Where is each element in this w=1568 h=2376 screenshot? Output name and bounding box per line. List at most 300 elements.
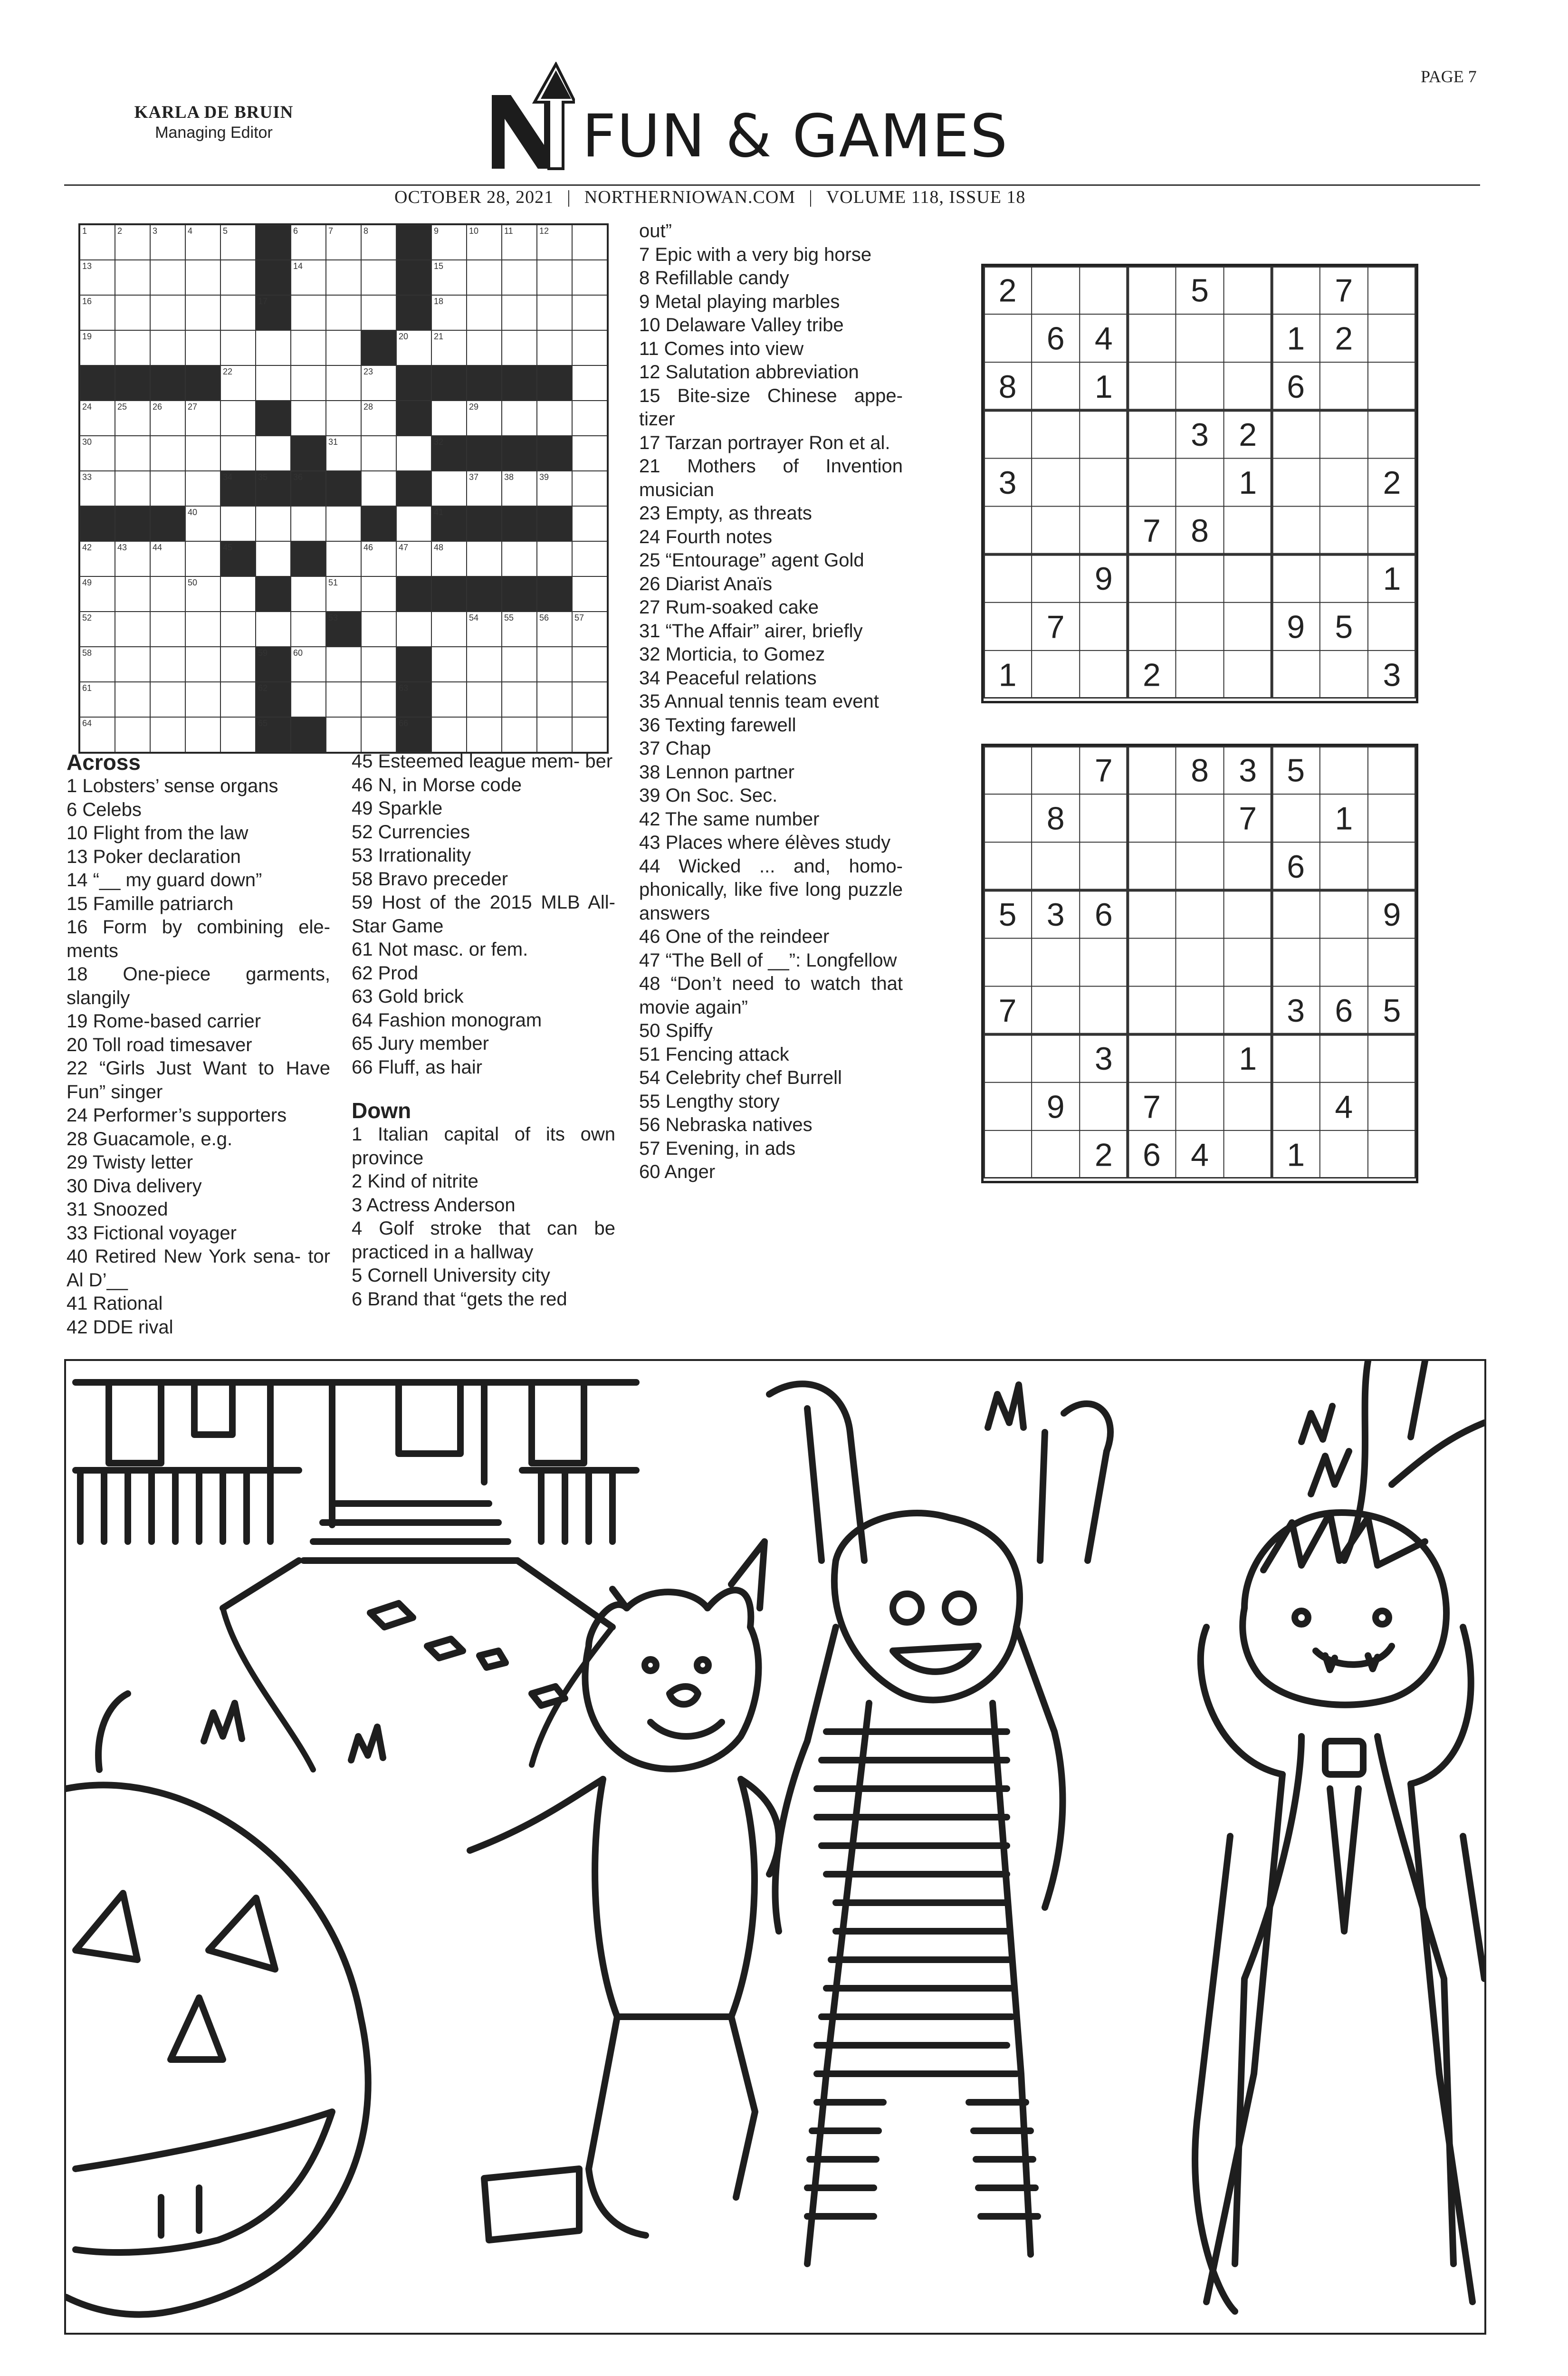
house-illustration [76,1382,636,1627]
newspaper-logo-icon [485,62,575,171]
crossword-cell[interactable] [115,682,150,717]
crossword-cell[interactable] [326,260,361,295]
sudoku-given-digit: 5 [1335,609,1353,645]
crossword-cell[interactable] [396,612,431,647]
crossword-cell[interactable] [572,330,607,365]
crossword-cell[interactable] [572,471,607,506]
crossword-block [537,436,572,471]
clue-item: 56 Nebraska natives [639,1114,813,1135]
crossword-cell[interactable] [115,717,150,752]
sudoku-given-digit: 9 [1383,896,1401,933]
crossword-block [256,225,291,260]
crossword-cell[interactable] [572,365,607,401]
crossword-cell[interactable] [572,576,607,612]
clue-item: 28 Guacamole, e.g. [67,1128,233,1150]
crossword-clue-number: 56 [539,613,549,623]
clue-item: 19 Rome-based carrier [67,1011,261,1032]
crossword-clue-number: 59 [258,648,268,658]
crossword-block [467,576,502,612]
crossword-clue-number: 36 [293,472,303,482]
crossword-clue-number: 43 [117,543,127,552]
crossword-cell[interactable] [185,541,220,576]
crossword-block [256,401,291,436]
editor-credit [128,102,299,142]
crossword-cell[interactable] [502,260,537,295]
crossword-cell[interactable] [220,436,256,471]
crossword-clue-number: 40 [188,508,198,517]
crossword-cell[interactable] [220,260,256,295]
crossword-block [80,506,115,541]
clue-item: 48 “Don’t need to watch that movie again” [639,973,903,1018]
crossword-cell[interactable] [291,506,326,541]
clue-item: 13 Poker declaration [67,846,241,867]
crossword-cell[interactable] [220,682,256,717]
crossword-cell[interactable] [220,647,256,682]
crossword-clue-number: 46 [363,543,373,552]
crossword-clue-number: 58 [82,648,92,658]
clue-item: 59 Host of the 2015 MLB All-Star Game [352,892,615,937]
crossword-cell[interactable] [361,295,396,330]
clue-item: 33 Fictional voyager [67,1222,237,1244]
clue-item: 41 Rational [67,1293,163,1314]
crossword-clue-number: 55 [504,613,514,623]
separator: | [567,187,571,207]
crossword-clue-number: 38 [504,472,514,482]
sudoku-given-digit: 3 [1287,993,1305,1029]
crossword-cell[interactable] [185,682,220,717]
crossword-cell[interactable] [502,401,537,436]
crossword-cell[interactable] [220,330,256,365]
crossword-grid[interactable] [78,223,609,754]
sudoku-given-digit: 1 [1287,1137,1305,1173]
clue-item: 62 Prod [352,962,419,984]
crossword-cell[interactable] [537,295,572,330]
crossword-clue-number: 10 [469,226,479,236]
crossword-cell[interactable] [115,612,150,647]
crossword-cell[interactable] [467,330,502,365]
clue-item: 10 Delaware Valley tribe [639,315,844,335]
crossword-clue-number: 35 [258,472,268,482]
crossword-clue-number: 24 [82,402,92,412]
clue-item: 47 “The Bell of __”: Longfellow [639,949,897,971]
crossword-block [537,576,572,612]
clue-item: 34 Peaceful relations [639,667,817,689]
crossword-cell[interactable] [326,506,361,541]
crossword-cell[interactable] [185,717,220,752]
crossword-cell[interactable] [467,541,502,576]
clues-column-1 [67,750,330,1339]
crossword-clue-number: 21 [434,332,444,341]
crossword-block [115,365,150,401]
crossword-cell[interactable] [256,436,291,471]
clue-item: 18 One-piece garments, slangily [67,964,330,1008]
crossword-cell[interactable] [326,682,361,717]
sudoku-given-digit: 2 [1335,320,1353,357]
crossword-cell[interactable] [256,612,291,647]
crossword-cell[interactable] [572,541,607,576]
editor-role: Managing Editor [155,124,273,142]
sudoku-given-digit: 2 [998,272,1017,309]
crossword-cell[interactable] [326,365,361,401]
crossword-cell[interactable] [150,612,185,647]
sudoku-given-digit: 5 [1191,272,1209,309]
crossword-cell[interactable] [537,260,572,295]
crossword-clue-number: 37 [469,472,479,482]
crossword-cell[interactable] [185,295,220,330]
crossword-cell[interactable] [431,401,467,436]
crossword-cell[interactable] [572,506,607,541]
website: NORTHERNIOWAN.COM [584,187,796,207]
crossword-block [361,330,396,365]
crossword-block [396,295,431,330]
crossword-clue-number: 30 [82,437,92,447]
crossword-cell[interactable] [220,506,256,541]
clue-item: 21 Mothers of Invention musician [639,456,903,500]
crossword-cell[interactable] [291,401,326,436]
crossword-clue-number: 17 [258,297,268,306]
crossword-cell[interactable] [502,330,537,365]
clue-item: 49 Sparkle [352,798,443,819]
crossword-cell[interactable] [537,541,572,576]
crossword-cell[interactable] [467,682,502,717]
crossword-cell[interactable] [150,295,185,330]
crossword-cell[interactable] [115,471,150,506]
crossword-cell[interactable] [220,401,256,436]
crossword-cell[interactable] [256,365,291,401]
clue-item: 45 Esteemed league mem- ber [352,751,613,772]
clue-item: 3 Actress Anderson [352,1194,516,1216]
crossword-cell[interactable] [572,295,607,330]
crossword-cell[interactable] [537,682,572,717]
crossword-cell[interactable] [256,330,291,365]
crossword-clue-number: 9 [434,226,439,236]
crossword-cell[interactable] [361,612,396,647]
crossword-clue-number: 27 [188,402,198,412]
clue-item: 36 Texting farewell [639,714,796,736]
crossword-clue-number: 54 [469,613,479,623]
sudoku-given-digit: 2 [1142,657,1161,693]
crossword-clue-number: 57 [574,613,584,623]
crossword-cell[interactable] [502,717,537,752]
crossword-cell[interactable] [185,330,220,365]
crossword-clue-number: 19 [82,332,92,341]
crossword-cell[interactable] [115,647,150,682]
crossword-cell[interactable] [291,682,326,717]
crossword-block [502,365,537,401]
clue-item: 64 Fashion monogram [352,1009,542,1031]
sudoku-given-digit: 4 [1335,1089,1353,1125]
crossword-cell[interactable] [502,647,537,682]
crossword-cell[interactable] [115,330,150,365]
crossword-cell[interactable] [502,295,537,330]
crossword-cell[interactable] [361,576,396,612]
crossword-clue-number: 12 [539,226,549,236]
crossword-block [256,576,291,612]
crossword-cell[interactable] [150,647,185,682]
crossword-cell[interactable] [185,647,220,682]
crossword-cell[interactable] [150,717,185,752]
crossword-cell[interactable] [220,612,256,647]
crossword-cell[interactable] [291,365,326,401]
crossword-cell[interactable] [572,225,607,260]
sudoku-given-digit: 5 [1287,752,1305,789]
sudoku-given-digit: 9 [1094,561,1113,597]
crossword-cell[interactable] [326,541,361,576]
crossword-block [396,576,431,612]
crossword-clue-number: 61 [82,683,92,693]
crossword-block [256,260,291,295]
clue-item: 63 Gold brick [352,986,464,1007]
clue-item: 30 Diva delivery [67,1175,202,1197]
clue-item: 15 Famille patriarch [67,893,234,914]
crossword-cell[interactable] [361,717,396,752]
crossword-cell[interactable] [572,682,607,717]
crossword-cell[interactable] [361,436,396,471]
crossword-cell[interactable] [326,330,361,365]
sudoku-given-digit: 7 [1142,513,1161,549]
crossword-cell[interactable] [326,717,361,752]
clue-item: 42 DDE rival [67,1316,173,1338]
crossword-cell[interactable] [220,717,256,752]
crossword-block [291,541,326,576]
crossword-cell[interactable] [537,717,572,752]
crossword-clue-number: 49 [82,578,92,587]
crossword-cell[interactable] [150,260,185,295]
crossword-cell[interactable] [502,682,537,717]
crossword-cell[interactable] [537,330,572,365]
crossword-cell[interactable] [361,260,396,295]
page-number: PAGE 7 [1421,67,1477,86]
crossword-cell[interactable] [150,436,185,471]
dateline [394,187,1025,208]
crossword-clue-number: 3 [153,226,158,236]
sudoku-puzzle-2[interactable] [981,744,1418,1183]
crossword-cell[interactable] [256,506,291,541]
clue-item: 55 Lengthy story [639,1091,780,1112]
clue-item: 27 Rum-soaked cake [639,597,819,618]
header-rule [64,184,1480,186]
sudoku-given-digit: 3 [1094,1041,1113,1077]
clue-item: 60 Anger [639,1161,716,1182]
clue-item: 43 Places where élèves study [639,832,891,853]
volume-issue: VOLUME 118, ISSUE 18 [826,187,1026,207]
down-heading: Down [352,1098,411,1123]
clue-item: 52 Currencies [352,821,470,843]
across-clue-list [67,775,330,1339]
issue-date: OCTOBER 28, 2021 [394,187,554,207]
crossword-cell[interactable] [467,717,502,752]
crossword-cell[interactable] [431,647,467,682]
crossword-cell[interactable] [291,295,326,330]
crossword-cell[interactable] [467,295,502,330]
sudoku-given-digit: 4 [1191,1137,1209,1173]
clues-column-2 [352,750,615,1311]
crossword-block [150,365,185,401]
crossword-cell[interactable] [572,647,607,682]
sudoku-given-digit: 8 [1191,752,1209,789]
clue-item: 11 Comes into view [639,338,804,359]
crossword-cell[interactable] [572,717,607,752]
clue-item: 40 Retired New York sena- tor Al D’__ [67,1246,330,1291]
crossword-block [396,225,431,260]
crossword-cell[interactable] [115,295,150,330]
crossword-clue-number: 7 [328,226,334,236]
clue-item: 15 Bite-size Chinese appe- tizer [639,385,903,430]
crossword-cell[interactable] [572,436,607,471]
clue-item: 6 Celebs [67,799,142,820]
crossword-cell[interactable] [396,506,431,541]
crossword-cell[interactable] [115,576,150,612]
crossword-cell[interactable] [572,260,607,295]
crossword-block [396,365,431,401]
vampire-illustration [1195,1451,1484,2311]
crossword-clue-number: 42 [82,543,92,552]
crossword-cell[interactable] [431,682,467,717]
crossword-clue-number: 14 [293,261,303,271]
crossword-cell[interactable] [502,541,537,576]
crossword-cell[interactable] [537,647,572,682]
crossword-block [115,506,150,541]
clue-item: 5 Cornell University city [352,1265,550,1286]
crossword-cell[interactable] [256,541,291,576]
crossword-cell[interactable] [115,260,150,295]
crossword-clue-number: 62 [258,683,268,693]
clue-item: 10 Flight from the law [67,823,249,843]
sudoku-given-digit: 6 [1287,368,1305,405]
crossword-cell[interactable] [326,295,361,330]
sudoku-given-digit: 8 [1191,513,1209,549]
sudoku-given-digit: 5 [998,896,1017,933]
crossword-cell[interactable] [537,401,572,436]
sudoku-given-digit: 7 [998,993,1017,1029]
sudoku-given-digit: 6 [1287,848,1305,885]
crossword-clue-number: 50 [188,578,198,587]
sudoku-given-digit: 2 [1094,1137,1113,1173]
crossword-block [326,471,361,506]
across-clue-list [352,750,615,1079]
crossword-clue-number: 28 [363,402,373,412]
down-clue-list [352,1123,615,1311]
clue-item: 7 Epic with a very big horse [639,244,872,265]
crossword-cell[interactable] [220,576,256,612]
crossword-cell[interactable] [150,682,185,717]
crossword-cell[interactable] [150,330,185,365]
clue-item: 39 On Soc. Sec. [639,785,778,806]
crossword-cell[interactable] [185,612,220,647]
clue-item: 9 Metal playing marbles [639,291,840,312]
clue-item: 61 Not masc. or fem. [352,939,528,960]
clue-item: 24 Performer’s supporters [67,1105,287,1126]
crossword-clue-number: 16 [82,297,92,306]
sudoku-given-digit: 3 [1046,896,1065,933]
crossword-cell[interactable] [431,471,467,506]
sudoku-given-digit: 3 [1191,416,1209,453]
crossword-block [396,471,431,506]
sudoku-given-digit: 4 [1094,320,1113,357]
clue-item: 50 Spiffy [639,1020,713,1041]
crossword-block [185,365,220,401]
crossword-cell[interactable] [326,647,361,682]
sudoku-given-digit: 2 [1239,416,1257,453]
crossword-clue-number: 32 [434,437,444,447]
crossword-block [396,260,431,295]
crossword-cell[interactable] [185,471,220,506]
crossword-cell[interactable] [467,647,502,682]
crossword-cell[interactable] [572,401,607,436]
crossword-cell[interactable] [361,682,396,717]
sudoku-given-digit: 1 [1094,368,1113,405]
clue-item: 46 N, in Morse code [352,774,522,795]
crossword-cell[interactable] [396,436,431,471]
crossword-cell[interactable] [326,401,361,436]
crossword-cell[interactable] [185,260,220,295]
sudoku-given-digit: 1 [998,657,1017,693]
crossword-cell[interactable] [291,330,326,365]
crossword-clue-number: 13 [82,261,92,271]
crossword-block [502,576,537,612]
pumpkin-illustration [66,1694,368,2315]
crossword-clue-number: 51 [328,578,338,587]
crossword-block [291,717,326,752]
crossword-clue-number: 34 [223,472,233,482]
sudoku-given-digit: 6 [1094,896,1113,933]
sudoku-given-digit: 6 [1142,1137,1161,1173]
sudoku-puzzle-1[interactable] [981,264,1418,703]
sudoku-given-digit: 3 [998,465,1017,501]
clue-item: 38 Lennon partner [639,761,794,783]
sudoku-given-digit: 3 [1239,752,1257,789]
crossword-block [467,365,502,401]
crossword-cell[interactable] [361,647,396,682]
clue-item: 44 Wicked ... and, homo- phonically, like five long puzzle answers [639,855,903,924]
crossword-clue-number: 39 [539,472,549,482]
clues-column-3 [639,220,903,1184]
sudoku-given-digit: 8 [1046,800,1065,837]
crossword-cell[interactable] [185,436,220,471]
crossword-clue-number: 66 [399,719,409,728]
crossword-block [537,506,572,541]
crossword-cell[interactable] [291,576,326,612]
crossword-block [502,506,537,541]
crossword-cell[interactable] [150,576,185,612]
crossword-cell[interactable] [291,612,326,647]
sudoku-given-digit: 7 [1142,1089,1161,1125]
crossword-cell[interactable] [150,471,185,506]
sudoku-given-digit: 6 [1046,320,1065,357]
crossword-clue-number: 31 [328,437,338,447]
crossword-block [361,506,396,541]
crossword-clue-number: 22 [223,367,233,376]
crossword-cell[interactable] [431,717,467,752]
sudoku-given-digit: 1 [1383,561,1401,597]
crossword-cell[interactable] [220,295,256,330]
clue-item: 31 Snoozed [67,1199,168,1220]
clue-item: 37 Chap [639,738,711,759]
clue-item: 35 Annual tennis team event [639,691,879,712]
sudoku-given-digit: 1 [1239,465,1257,501]
separator: | [809,187,813,207]
crossword-cell[interactable] [361,471,396,506]
crossword-cell[interactable] [431,612,467,647]
halloween-coloring-picture [64,1359,1486,2335]
clue-item: 4 Golf stroke that can be practiced in a hallway [352,1218,615,1263]
crossword-clue-number: 6 [293,226,298,236]
crossword-block [467,436,502,471]
clue-item: 16 Form by combining ele- ments [67,917,330,961]
crossword-cell[interactable] [115,436,150,471]
down-clue-list [639,220,903,1184]
crossword-cell[interactable] [467,260,502,295]
